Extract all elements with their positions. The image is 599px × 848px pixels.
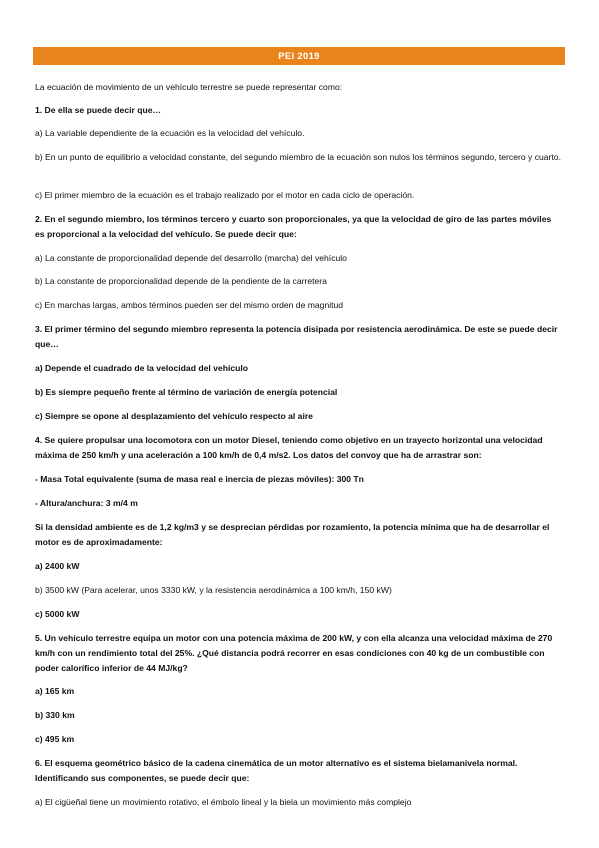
question-2-option-b: b) La constante de proporcionalidad depende de la pendiente de la carretera bbox=[35, 276, 327, 286]
question-5-option-c: c) 495 km bbox=[35, 734, 75, 744]
question-6-option-a: a) El cigüeñal tiene un movimiento rotativo, el émbolo lineal y la biela un movimiento más complejo bbox=[35, 797, 412, 807]
question-2-option-c: c) En marchas largas, ambos términos pueden ser del mismo orden de magnitud bbox=[35, 300, 344, 310]
section-header-title: PEI 2019 bbox=[278, 50, 320, 62]
question-3-option-c: c) Siempre se opone al desplazamiento del vehículo respecto al aire bbox=[35, 411, 313, 421]
intro-text: La ecuación de movimiento de un vehículo terrestre se puede representar como: bbox=[35, 82, 343, 92]
question-2: 2. En el segundo miembro, los términos tercero y cuarto son proporcionales, ya que la velocidad de giro de las partes móviles es proporcional a la velocidad del vehículo. Se puede decir que: bbox=[35, 214, 552, 239]
question-3: 3. El primer término del segundo miembro representa la potencia disipada por resistencia aerodinámica. De este se puede decir que… bbox=[35, 324, 558, 349]
question-4: 4. Se quiere propulsar una locomotora con un motor Diesel, teniendo como objetivo en un trayecto horizontal una velocidad máxima de 250 km/h y una aceleración a 100 km/h de 0,4 m/s2. Los datos del convoy que ha de arrastrar son: bbox=[35, 435, 543, 460]
question-1-option-a: a) La variable dependiente de la ecuación es la velocidad del vehículo. bbox=[35, 128, 305, 138]
question-4-data-mass: - Masa Total equivalente (suma de masa real e inercia de piezas móviles): 300 Tn bbox=[35, 474, 364, 484]
section-header-bar bbox=[33, 47, 565, 65]
question-4-option-a: a) 2400 kW bbox=[35, 561, 80, 571]
question-2-option-a: a) La constante de proporcionalidad depende del desarrollo (marcha) del vehículo bbox=[35, 253, 347, 263]
question-5-option-a: a) 165 km bbox=[35, 686, 75, 696]
question-5: 5. Un vehículo terrestre equipa un motor con una potencia máxima de 200 kW, y con ella alcanza una velocidad máxima de 270 km/h con un rendimiento total del 25%. ¿Qué distancia podrá recorrer en esas condiciones con 40 kg de un combustible con poder calorífico inferior de 44 MJ/kg? bbox=[35, 633, 553, 673]
question-3-option-b: b) Es siempre pequeño frente al término de variación de energía potencial bbox=[35, 387, 338, 397]
question-4-option-c: c) 5000 kW bbox=[35, 609, 80, 619]
question-5-option-b: b) 330 km bbox=[35, 710, 75, 720]
question-3-option-a: a) Depende el cuadrado de la velocidad del vehículo bbox=[35, 363, 248, 373]
question-4-data-size: - Altura/anchura: 3 m/4 m bbox=[35, 498, 138, 508]
question-4-prompt: Si la densidad ambiente es de 1,2 kg/m3 y se desprecian pérdidas por rozamiento, la potencia mínima que ha de desarrollar el motor es de aproximadamente: bbox=[35, 522, 550, 547]
question-1: 1. De ella se puede decir que… bbox=[35, 105, 162, 115]
question-6: 6. El esquema geométrico básico de la cadena cinemática de un motor alternativo es el sistema bielamanivela normal. Identificando sus componentes, se puede decir que: bbox=[35, 758, 518, 783]
question-1-option-b: b) En un punto de equilibrio a velocidad constante, del segundo miembro de la ecuación son nulos los términos segundo, tercero y cuarto. bbox=[35, 152, 561, 162]
question-1-option-c: c) El primer miembro de la ecuación es el trabajo realizado por el motor en cada ciclo de operación. bbox=[35, 190, 415, 200]
question-4-option-b: b) 3500 kW (Para acelerar, unos 3330 kW, y la resistencia aerodinámica a 100 km/h, 150 kW) bbox=[35, 585, 392, 595]
